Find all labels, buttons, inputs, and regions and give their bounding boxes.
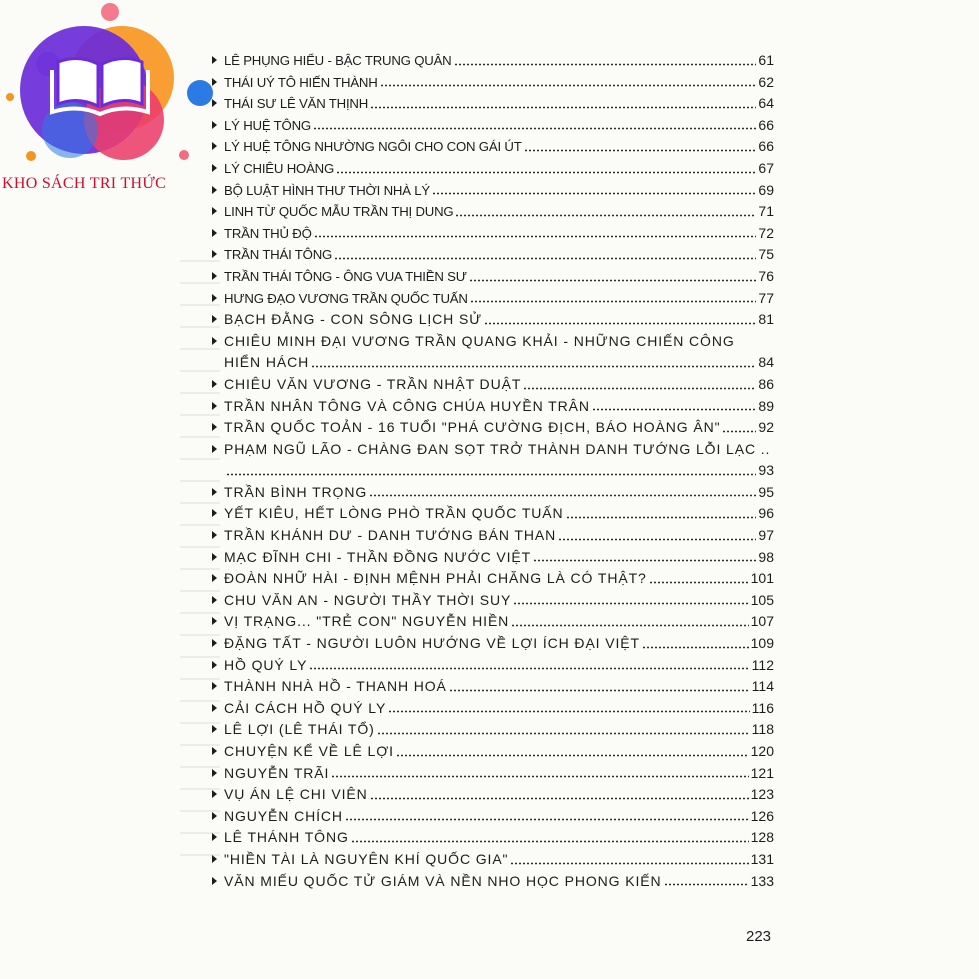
bullet-arrow-icon xyxy=(212,488,217,496)
leader-dots xyxy=(649,581,749,584)
toc-title-continued: HIỂN HÁCH xyxy=(224,354,310,371)
toc-page: 96 xyxy=(758,505,774,522)
toc-entry xyxy=(212,763,774,785)
toc-entry xyxy=(212,503,774,525)
toc-title: "HIỀN TÀI LÀ NGUYÊN KHÍ QUỐC GIA" xyxy=(224,850,509,867)
leader-dots xyxy=(664,883,749,886)
leader-dots xyxy=(388,710,749,713)
toc-entry xyxy=(212,136,774,158)
leader-dots xyxy=(558,538,756,541)
bullet-arrow-icon xyxy=(212,78,217,86)
leader-dots xyxy=(513,602,748,605)
toc-entry xyxy=(212,568,774,590)
bullet-arrow-icon xyxy=(212,790,217,798)
toc-page: 123 xyxy=(750,786,774,803)
toc-title: ĐẶNG TẤT - NGƯỜI LUÔN HƯỚNG VỀ LỢI ÍCH ĐẠI VIỆT xyxy=(224,635,640,652)
toc-title: VỤ ÁN LỆ CHI VIÊN xyxy=(224,786,368,803)
toc-entry xyxy=(212,201,774,223)
toc-page: 131 xyxy=(750,850,774,867)
bullet-arrow-icon xyxy=(212,121,217,129)
bullet-arrow-icon xyxy=(212,812,217,820)
bullet-arrow-icon xyxy=(212,509,217,517)
leader-dots xyxy=(351,840,749,843)
bullet-arrow-icon xyxy=(212,833,217,841)
toc-page: 105 xyxy=(750,591,774,608)
toc-page: 93 xyxy=(758,462,774,479)
toc-page: 62 xyxy=(758,73,774,90)
toc-title: YẾT KIÊU, HẾT LÒNG PHÒ TRẦN QUỐC TUẤN xyxy=(224,505,564,522)
toc-title: LÊ THÁNH TÔNG xyxy=(224,829,349,846)
toc-title: BỘ LUẬT HÌNH THƯ THỜI NHÀ LÝ xyxy=(224,182,431,198)
toc-title: CHIÊU VĂN VƯƠNG - TRẦN NHẬT DUẬT xyxy=(224,375,522,392)
leader-dots xyxy=(432,192,756,195)
toc-title: THÁI SƯ LÊ VĂN THỊNH xyxy=(224,96,369,112)
brand-name: KHO SÁCH TRI THỨC xyxy=(2,175,167,192)
toc-title: ĐOÀN NHỮ HÀI - ĐỊNH MỆNH PHẢI CHĂNG LÀ CÓ THẬT? xyxy=(224,570,647,587)
bullet-arrow-icon xyxy=(212,250,217,258)
toc-entry xyxy=(212,590,774,612)
bullet-arrow-icon xyxy=(212,574,217,582)
leader-dots xyxy=(449,689,750,692)
leader-dots xyxy=(566,516,757,519)
toc-entry xyxy=(212,547,774,569)
toc-page: 95 xyxy=(758,483,774,500)
toc-page: 75 xyxy=(758,246,774,263)
toc-title: TRẦN THỦ ĐỘ xyxy=(224,225,312,241)
leader-dots xyxy=(314,235,757,238)
leader-dots xyxy=(722,430,756,433)
toc-entry xyxy=(212,288,774,310)
toc-page: 77 xyxy=(758,289,774,306)
bullet-arrow-icon xyxy=(212,877,217,885)
toc-page: 66 xyxy=(758,138,774,155)
toc-page: 89 xyxy=(758,397,774,414)
bullet-arrow-icon xyxy=(212,596,217,604)
toc-entry xyxy=(212,698,774,720)
brand-logo xyxy=(0,0,230,200)
toc-title: LÝ CHIÊU HOÀNG xyxy=(224,160,335,176)
toc-entry xyxy=(212,676,774,698)
toc-page: 97 xyxy=(758,527,774,544)
toc-page: 84 xyxy=(758,354,774,371)
toc-entry xyxy=(212,374,774,396)
bullet-arrow-icon xyxy=(212,186,217,194)
bullet-arrow-icon xyxy=(212,56,217,64)
toc-page: 120 xyxy=(750,743,774,759)
leader-dots xyxy=(336,171,756,174)
bullet-arrow-icon xyxy=(212,229,217,237)
toc-entry xyxy=(212,719,774,741)
toc-page: 81 xyxy=(758,311,774,328)
toc-entry xyxy=(212,50,774,72)
leader-dots xyxy=(331,775,748,778)
leader-dots xyxy=(311,365,756,368)
toc-page: 76 xyxy=(758,267,774,284)
leader-dots xyxy=(396,754,749,757)
toc-entry xyxy=(212,417,774,439)
leader-dots xyxy=(226,473,756,476)
toc-entry xyxy=(212,871,774,893)
toc-page: 64 xyxy=(758,95,774,112)
toc-title: LÊ PHỤNG HIỂU - BẬC TRUNG QUÂN xyxy=(224,53,452,68)
toc-page: 128 xyxy=(750,829,774,846)
toc-page: 109 xyxy=(750,635,774,652)
toc-title: THÀNH NHÀ HỒ - THANH HOÁ xyxy=(224,678,447,695)
toc-page: 86 xyxy=(758,375,774,392)
leader-dots xyxy=(470,300,757,303)
bullet-arrow-icon xyxy=(212,769,217,777)
bullet-arrow-icon xyxy=(212,272,217,280)
bullet-arrow-icon xyxy=(212,531,217,539)
toc-page: 71 xyxy=(758,203,774,220)
bullet-arrow-icon xyxy=(212,639,217,647)
toc-entry xyxy=(212,72,774,94)
toc-title: MẠC ĐĨNH CHI - THẦN ĐỒNG NƯỚC VIỆT xyxy=(224,548,532,565)
toc-entry xyxy=(212,266,774,288)
toc-title: TRẦN QUỐC TOẢN - 16 TUỔI "PHÁ CƯỜNG ĐỊCH, BÁO HOÀNG ÂN" xyxy=(224,419,721,436)
toc-entry xyxy=(212,309,774,331)
toc-page: 107 xyxy=(750,613,774,630)
toc-entry xyxy=(212,655,774,677)
toc-page: 98 xyxy=(758,548,774,565)
toc-page: 69 xyxy=(758,181,774,198)
leader-dots xyxy=(523,387,756,390)
leader-dots xyxy=(313,127,756,130)
bullet-arrow-icon xyxy=(212,855,217,863)
toc-title: LÊ LỢI (LÊ THÁI TỔ) xyxy=(224,721,375,738)
leader-dots xyxy=(380,84,757,87)
leader-dots xyxy=(642,646,749,649)
toc-entry xyxy=(212,525,774,547)
bullet-arrow-icon xyxy=(212,704,217,712)
toc-title: PHẠM NGŨ LÃO - CHÀNG ĐAN SỌT TRỞ THÀNH DANH TƯỚNG LỖI LẠC .. xyxy=(224,440,771,457)
toc-title: BẠCH ĐẰNG - CON SÔNG LỊCH SỬ xyxy=(224,311,483,328)
toc-page: 61 xyxy=(758,52,774,68)
bullet-arrow-icon xyxy=(212,553,217,561)
toc-title: LÝ HUỆ TÔNG xyxy=(224,117,311,133)
leader-dots xyxy=(510,862,748,865)
page-number: 223 xyxy=(746,928,772,945)
toc-entry xyxy=(212,633,774,655)
bullet-arrow-icon xyxy=(212,294,217,302)
toc-page: 126 xyxy=(750,807,774,824)
toc-title: THÁI UÝ TÔ HIẾN THÀNH xyxy=(224,74,378,90)
toc-title: VĂN MIẾU QUỐC TỬ GIÁM VÀ NỀN NHO HỌC PHONG KIẾN xyxy=(224,872,662,889)
toc-page: 121 xyxy=(750,764,774,781)
toc-page: 66 xyxy=(758,116,774,133)
toc-page: 114 xyxy=(751,678,774,695)
book-circles-icon xyxy=(0,0,230,175)
toc-title: NGUYỄN CHÍCH xyxy=(224,807,343,824)
toc-title: TRẦN KHÁNH DƯ - DANH TƯỚNG BÁN THAN xyxy=(224,527,557,544)
bullet-arrow-icon xyxy=(212,402,217,410)
toc-entry xyxy=(212,611,774,633)
toc-entry xyxy=(212,115,774,137)
toc-title: CẢI CÁCH HỒ QUÝ LY xyxy=(224,699,387,716)
toc-entry xyxy=(212,741,774,763)
toc-title: TRẦN THÁI TÔNG xyxy=(224,247,333,263)
leader-dots xyxy=(334,257,756,260)
leader-dots xyxy=(370,797,749,800)
leader-dots xyxy=(377,732,750,735)
table-of-contents xyxy=(212,50,774,892)
bullet-arrow-icon xyxy=(212,747,217,755)
bullet-arrow-icon xyxy=(212,682,217,690)
leader-dots xyxy=(370,106,756,109)
leader-dots xyxy=(592,408,757,411)
toc-title: LÝ HUỆ TÔNG NHƯỜNG NGÔI CHO CON GÁI ÚT xyxy=(224,139,522,155)
bullet-arrow-icon xyxy=(212,725,217,733)
bullet-arrow-icon xyxy=(212,315,217,323)
toc-page: 112 xyxy=(751,656,774,673)
toc-entry xyxy=(212,784,774,806)
toc-entry xyxy=(212,244,774,266)
leader-dots xyxy=(469,279,757,282)
bullet-arrow-icon xyxy=(212,99,217,107)
toc-entry xyxy=(212,158,774,180)
toc-entry xyxy=(212,396,774,418)
toc-entry xyxy=(212,223,774,245)
leader-dots xyxy=(369,494,756,497)
toc-page: 118 xyxy=(751,721,774,738)
toc-page: 72 xyxy=(758,224,774,241)
toc-entry xyxy=(212,849,774,871)
leader-dots xyxy=(454,63,757,66)
bullet-arrow-icon xyxy=(212,617,217,625)
leader-dots xyxy=(309,667,749,670)
leader-dots xyxy=(511,624,748,627)
toc-page: 133 xyxy=(750,872,774,889)
toc-title: NGUYỄN TRÃI xyxy=(224,764,330,781)
toc-title: TRẦN NHÂN TÔNG VÀ CÔNG CHÚA HUYỀN TRÂN xyxy=(224,397,590,414)
bullet-arrow-icon xyxy=(212,380,217,388)
toc-title: TRẦN BÌNH TRỌNG xyxy=(224,483,368,500)
toc-title: CHIÊU MINH ĐẠI VƯƠNG TRẦN QUANG KHẢI - NHỮNG CHIẾN CÔNG xyxy=(224,332,735,349)
toc-entry xyxy=(212,439,774,482)
toc-entry xyxy=(212,180,774,202)
toc-page: 101 xyxy=(750,570,774,587)
toc-entry xyxy=(212,93,774,115)
leader-dots xyxy=(533,559,756,562)
toc-page: 67 xyxy=(758,159,774,176)
toc-title: VỊ TRẠNG... "TRẺ CON" NGUYỄN HIỀN xyxy=(224,613,510,630)
toc-title: CHUYỆN KỂ VỀ LÊ LỢI xyxy=(224,743,394,759)
leader-dots xyxy=(455,214,756,217)
leader-dots xyxy=(524,149,757,152)
toc-entry xyxy=(212,827,774,849)
bullet-arrow-icon xyxy=(212,445,217,453)
bullet-arrow-icon xyxy=(212,661,217,669)
toc-entry xyxy=(212,806,774,828)
bullet-arrow-icon xyxy=(212,423,217,431)
toc-title: CHU VĂN AN - NGƯỜI THẦY THỜI SUY xyxy=(224,591,512,608)
toc-title: HỒ QUÝ LY xyxy=(224,656,308,673)
toc-page: 92 xyxy=(758,419,774,436)
toc-title: LINH TỪ QUỐC MẪU TRẦN THỊ DUNG xyxy=(224,204,454,220)
bullet-arrow-icon xyxy=(212,142,217,150)
toc-title: HƯNG ĐẠO VƯƠNG TRẦN QUỐC TUẤN xyxy=(224,290,468,306)
bullet-arrow-icon xyxy=(212,337,217,345)
toc-entry xyxy=(212,331,774,374)
leader-dots xyxy=(484,322,756,325)
bullet-arrow-icon xyxy=(212,164,217,172)
toc-entry xyxy=(212,482,774,504)
leader-dots xyxy=(345,818,749,821)
toc-title: TRẦN THÁI TÔNG - ÔNG VUA THIỀN SƯ xyxy=(224,268,467,284)
toc-page: 116 xyxy=(751,699,774,716)
bullet-arrow-icon xyxy=(212,207,217,215)
